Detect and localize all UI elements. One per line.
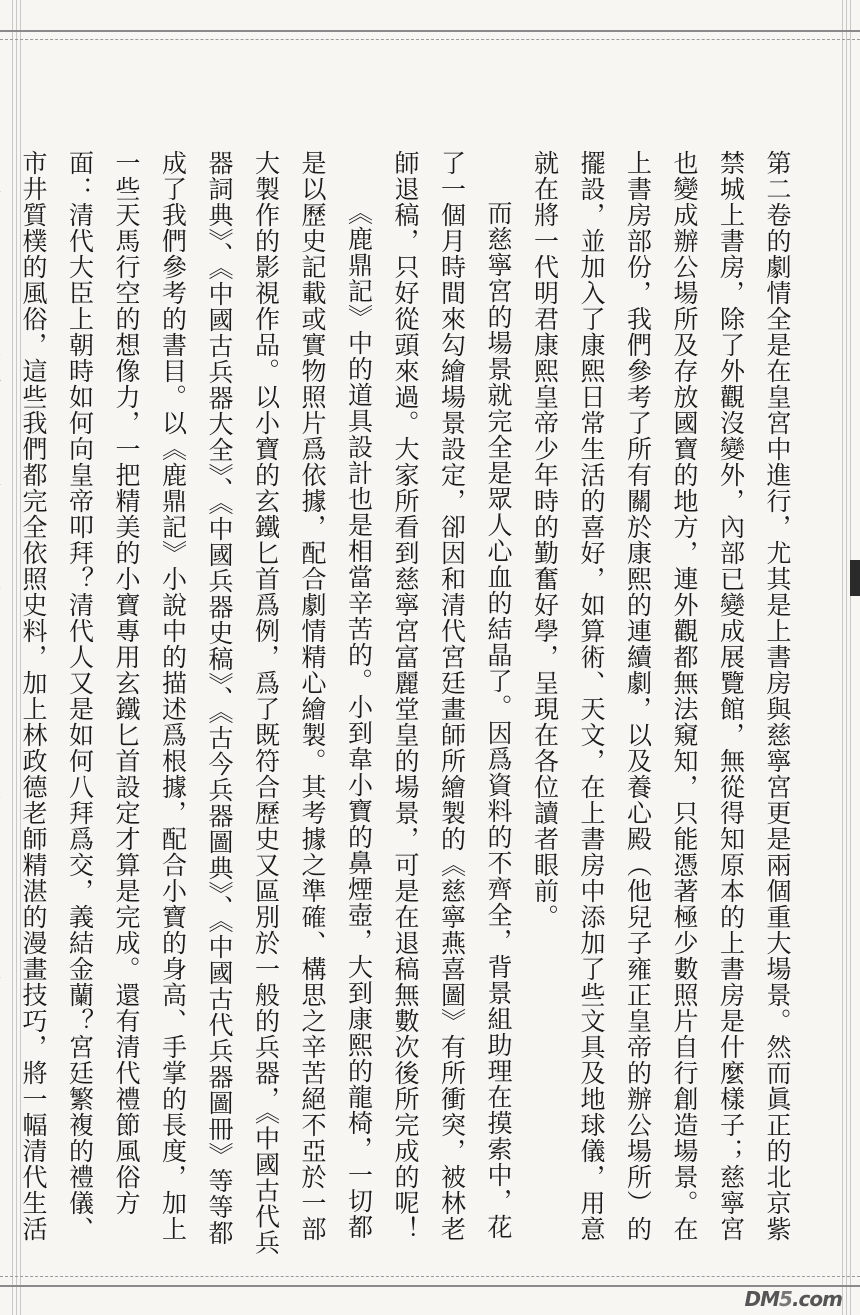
binding-line: [846, 0, 847, 1315]
top-border: [0, 30, 860, 46]
paragraph-3: 《鹿鼎記》中的道具設計也是相當辛苦的。小到韋小寶的鼻煙壺，大到康熙的龍椅，一切都是以歷史記載或實物照片爲依據，配合劇情精心繪製。其考據之準確、構思之辛苦絕不亞於一部大製作的影視作品。以小寶的玄鐵匕首爲例，爲了既符合歷史又區別於一般的兵器，《中國古代兵器詞典》、《中國古兵器大全》、《中國兵器史稿》、《古今兵器圖典》、《中國古代兵器圖冊》等等都成了我們參考的書目。以《鹿鼎記》小說中的描述爲根據，配合小寶的身高、手掌的長度，加上一些天馬行空的想像力，一把精美的小寶專用玄鐵匕首設定才算是完成。還有清代禮節風俗方面：清代大臣上朝時如何向皇帝叩拜？清代人又是如何八拜爲交，義結金蘭？宮廷繁複的禮儀、市井質樸的風俗，這些我們都完全依照史料，加上林政德老師精湛的漫畫技巧，將一幅清代生活: [19, 150, 374, 1256]
vertical-text-body: [19, 150, 800, 1260]
binding-line: [850, 0, 851, 1315]
page-edge-tab: [850, 560, 860, 596]
paragraph-2: 而慈寧宮的場景就完全是眾人心血的結晶了。因爲資料的不齊全，背景組助理在摸索中，花了一個月時間來勾繪場景設定，卻因和清代宮廷畫師所繪製的《慈寧燕喜圖》有所衝突，被林老師退稿，只好從頭來過。大家所看到慈寧宮富麗堂皇的場景，可是在退稿無數次後所完成的呢！: [391, 150, 513, 1242]
paragraph-1: 第二卷的劇情全是在皇宮中進行，尤其是上書房與慈寧宮更是兩個重大場景。然而眞正的北京紫禁城上書房，除了外觀沒變外，內部已變成展覽館，無從得知原本的上書房是什麼樣子；慈寧宮也變成辦公場所及存放國寶的地方，連外觀都無法窺知，只能憑著極少數照片自行創造場景。在上書房部份，我們參考了所有關於康熙的連續劇，以及養心殿（他兒子雍正皇帝的辦公場所）的擺設，並加入了康熙日常生活的喜好，如算術、天文，在上書房中添加了些文具及地球儀，用意就在將一代明君康熙皇帝少年時的勤奮好學，呈現在各位讀者眼前。: [530, 150, 792, 1242]
site-watermark-logo: DM5.com: [744, 1287, 842, 1311]
bottom-border: [0, 1276, 860, 1292]
binding-line: [842, 0, 843, 1315]
